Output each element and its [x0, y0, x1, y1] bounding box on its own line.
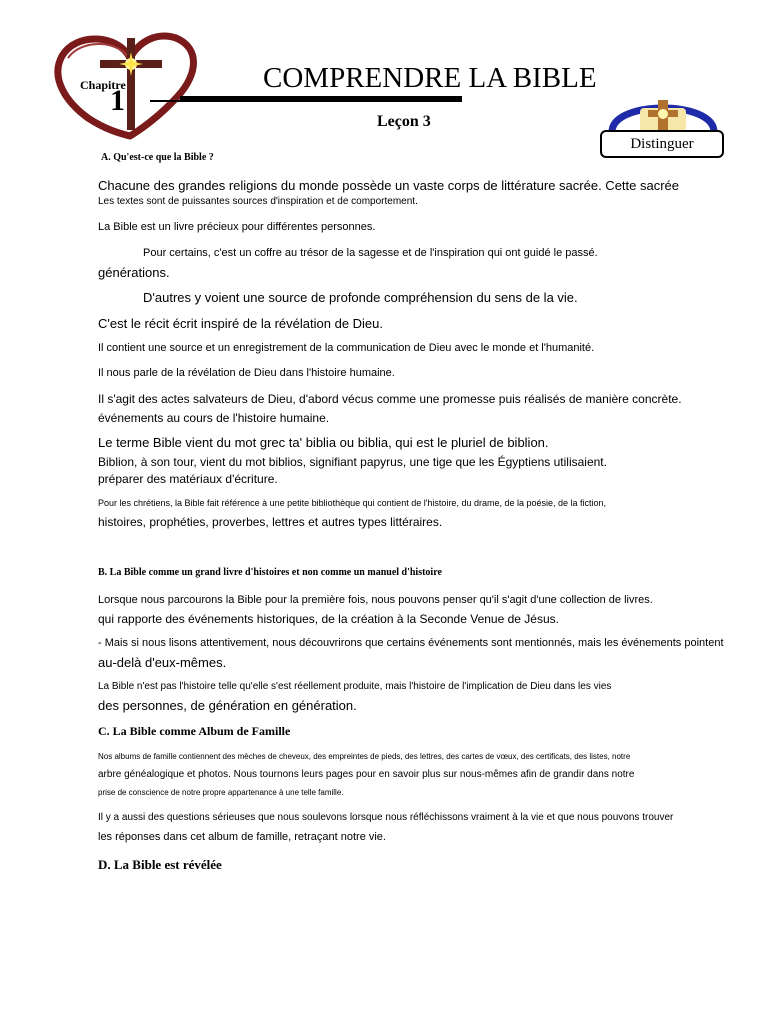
paragraph-line: Les textes sont de puissantes sources d'inspiration et de comportement.: [98, 196, 418, 207]
distinguish-badge-label: Distinguer: [630, 135, 694, 152]
section-b-heading: B. La Bible comme un grand livre d'histoires et non comme un manuel d'histoire: [98, 567, 442, 578]
paragraph-line: Pour les chrétiens, la Bible fait référence à une petite bibliothèque qui contient de l'histoire, du drame, de la poésie, de la fiction,: [98, 498, 607, 508]
paragraph-line: événements au cours de l'histoire humaine.: [98, 411, 330, 425]
title-underline-divider: [180, 96, 462, 102]
paragraph-line: Chacune des grandes religions du monde possède un vaste corps de littérature sacrée. Cette sacrée: [98, 178, 680, 193]
paragraph-line: des personnes, de génération en génération.: [98, 698, 357, 713]
paragraph-line: La Bible est un livre précieux pour différentes personnes.: [98, 221, 376, 233]
paragraph-line: Le terme Bible vient du mot grec ta' biblia ou biblia, qui est le pluriel de biblion.: [98, 435, 549, 450]
paragraph-line: La Bible n'est pas l'histoire telle qu'elle s'est réellement produite, mais l'histoire de l'implication de Dieu dans les vies: [98, 681, 612, 692]
paragraph-line: Lorsque nous parcourons la Bible pour la première fois, nous pouvons penser qu'il s'agit d'une collection de livres.: [98, 594, 653, 606]
paragraph-line: Biblion, à son tour, vient du mot biblios, signifiant papyrus, une tige que les Égyptiens utilisaient.: [98, 455, 607, 469]
chapter-number: 1: [110, 84, 125, 117]
paragraph-line: Il y a aussi des questions sérieuses que nous soulevons lorsque nous réfléchissons vraiment à la vie et que nous pouvons trouver: [98, 812, 674, 823]
lesson-label: Leçon 3: [377, 113, 431, 130]
paragraph-line: les réponses dans cet album de famille, retraçant notre vie.: [98, 831, 386, 843]
paragraph-line: préparer des matériaux d'écriture.: [98, 472, 278, 486]
paragraph-line: qui rapporte des événements historiques, de la création à la Seconde Venue de Jésus.: [98, 612, 559, 626]
distinguish-badge: [600, 130, 724, 158]
paragraph-line: arbre généalogique et photos. Nous tournons leurs pages pour en savoir plus sur nous-mêmes afin de grandir dans notre: [98, 769, 635, 780]
chapter-label: Chapitre: [80, 78, 126, 92]
paragraph-line: Nos albums de famille contiennent des mèches de cheveux, des empreintes de pieds, des lettres, des cartes de vœux, des certificats, des listes, notre: [98, 752, 631, 761]
paragraph-line: histoires, prophéties, proverbes, lettres et autres types littéraires.: [98, 515, 443, 529]
paragraph-line: générations.: [98, 265, 170, 280]
arch-cross-icon: [598, 90, 728, 134]
paragraph-line: Il contient une source et un enregistrement de la communication de Dieu avec le monde et l'humanité.: [98, 342, 595, 354]
paragraph-line: D'autres y voient une source de profonde compréhension du sens de la vie.: [143, 290, 578, 305]
title-rule-divider: [150, 100, 184, 102]
paragraph-line: Il s'agit des actes salvateurs de Dieu, d'abord vécus comme une promesse puis réalisés de manière concrète.: [98, 392, 682, 406]
heart-cross-logo-icon: [48, 30, 213, 140]
paragraph-line: Il nous parle de la révélation de Dieu dans l'histoire humaine.: [98, 367, 395, 379]
paragraph-line: au-delà d'eux-mêmes.: [98, 655, 227, 670]
section-a-heading: A. Qu'est-ce que la Bible ?: [101, 152, 214, 163]
page-title: COMPRENDRE LA BIBLE: [263, 62, 597, 94]
paragraph-line: Pour certains, c'est un coffre au trésor de la sagesse et de l'inspiration qui ont guidé le passé.: [143, 247, 598, 259]
paragraph-line: - Mais si nous lisons attentivement, nous découvrirons que certains événements sont mentionnés, mais les événements pointent: [98, 637, 724, 649]
paragraph-line: C'est le récit écrit inspiré de la révélation de Dieu.: [98, 316, 384, 331]
paragraph-line: prise de conscience de notre propre appartenance à une telle famille.: [98, 788, 344, 797]
section-d-heading: D. La Bible est révélée: [98, 857, 222, 872]
section-c-heading: C. La Bible comme Album de Famille: [98, 724, 291, 738]
